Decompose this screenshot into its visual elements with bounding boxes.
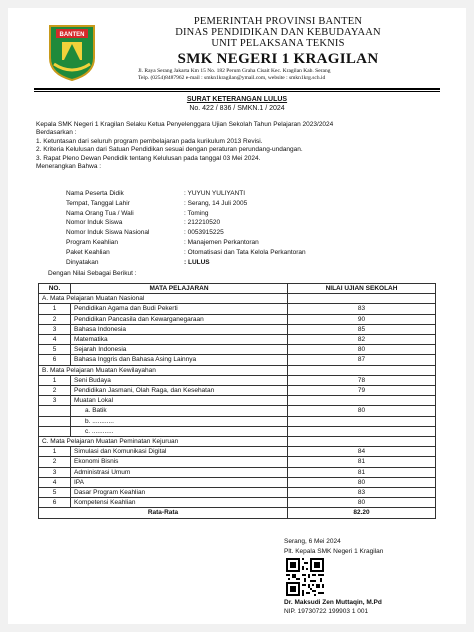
header-subject: MATA PELAJARAN — [71, 284, 288, 294]
intro-declare: Menerangkan Bahwa : — [36, 163, 102, 171]
section-b-title: B. Mata Pelajaran Muatan Kewilayahan — [39, 365, 288, 375]
signature-date: Serang, 6 Mei 2024 — [284, 538, 341, 545]
identity-label: Nama Orang Tua / Wali — [66, 209, 134, 217]
table-row: 3 Administrasi Umum 81 — [39, 467, 436, 477]
letterhead-divider — [34, 88, 440, 92]
doc-title: SURAT KETERANGAN LULUS — [186, 96, 288, 103]
identity-value: : Serang, 14 Juli 2005 — [184, 199, 248, 207]
signature-position: Plt. Kepala SMK Negeri 1 Kragilan — [284, 548, 384, 555]
identity-value: : 212210520 — [184, 219, 221, 227]
grades-intro: Dengan Nilai Sebagai Berikut : — [48, 270, 137, 277]
identity-value: : Otomatisasi dan Tata Kelola Perkantoran — [184, 248, 306, 256]
unit-line: UNIT PELAKSANA TEKNIS — [211, 38, 345, 49]
graduation-status: : LULUS — [184, 258, 210, 266]
banten-emblem-icon — [46, 20, 98, 82]
table-row: 4 Matematika 82 — [39, 335, 436, 345]
table-row: b. ............ — [39, 416, 436, 426]
identity-value: : Toming — [184, 209, 209, 217]
identity-label: Nomor Induk Siswa — [66, 219, 123, 227]
table-row: 1 Simulasi dan Komunikasi Digital 84 — [39, 447, 436, 457]
intro-basis: Berdasarkan : — [36, 129, 77, 137]
section-row — [39, 437, 436, 447]
section-row — [39, 365, 436, 375]
average-row — [39, 508, 436, 518]
grades-table — [38, 283, 436, 519]
intro-block — [36, 121, 446, 171]
identity-value: : YUYUN YULIYANTI — [184, 190, 246, 197]
average-value: 82.20 — [288, 508, 436, 518]
section-row — [39, 294, 436, 304]
dept-line: DINAS PENDIDIKAN DAN KEBUDAYAAN — [175, 27, 381, 38]
identity-label: Paket Keahlian — [66, 248, 110, 256]
identity-row — [66, 209, 446, 219]
identity-row — [66, 248, 446, 258]
table-row: 5 Sejarah Indonesia 80 — [39, 345, 436, 355]
table-row: 6 Kompetensi Keahlian 80 — [39, 498, 436, 508]
intro-point-3: 3. Rapat Pleno Dewan Pendidik tentang Kelulusan pada tanggal 03 Mei 2024. — [36, 154, 261, 162]
student-identity — [66, 189, 446, 267]
identity-row — [66, 258, 446, 268]
table-row: 2 Ekonomi Bisnis 81 — [39, 457, 436, 467]
section-a-title: A. Mata Pelajaran Muatan Nasional — [39, 294, 288, 304]
table-row: a. Batik 80 — [39, 406, 436, 416]
identity-row — [66, 218, 446, 228]
table-row: 5 Dasar Program Keahlian 83 — [39, 488, 436, 498]
table-row: 3 Bahasa Indonesia 85 — [39, 324, 436, 334]
identity-label: Dinyatakan — [66, 258, 99, 266]
table-row: 3 Muatan Lokal — [39, 396, 436, 406]
identity-row — [66, 228, 446, 238]
average-label: Rata-Rata — [39, 508, 288, 518]
table-row: 4 IPA 80 — [39, 477, 436, 487]
identity-value: : 0053915225 — [184, 229, 224, 237]
identity-label: Tempat, Tanggal Lahir — [66, 199, 130, 207]
letterhead — [8, 8, 466, 84]
signatory-name: Dr. Maksudi Zen Muttaqin, M.Pd — [284, 599, 382, 606]
table-row: 2 Pendidikan Jasmani, Olah Raga, dan Kesehatan 79 — [39, 386, 436, 396]
table-row: 2 Pendidikan Pancasila dan Kewarganegaraan 90 — [39, 314, 436, 324]
table-row: 6 Bahasa Inggris dan Bahasa Asing Lainnya 87 — [39, 355, 436, 365]
intro-point-2: 2. Kriteria Kelulusan dari Satuan Pendidikan sesuai dengan peraturan perundang-undangan. — [36, 146, 303, 154]
section-c-title: C. Mata Pelajaran Muatan Peminatan Kejuruan — [39, 437, 288, 447]
signatory-nip: NIP. 19730722 199903 1 001 — [284, 608, 369, 615]
intro-lead: Kepala SMK Negeri 1 Kragilan Selaku Ketua Penyelenggara Ujian Sekolah Tahun Pelajaran 2023/2024 — [36, 121, 334, 128]
identity-label: Program Keahlian — [66, 238, 119, 246]
table-row: c. ............ — [39, 426, 436, 436]
identity-label: Nomor Induk Siswa Nasional — [66, 229, 150, 237]
emblem-label: BANTEN — [59, 32, 85, 38]
table-header — [39, 284, 436, 294]
table-row: 1 Seni Budaya 78 — [39, 375, 436, 385]
header-score: NILAI UJIAN SEKOLAH — [288, 284, 436, 294]
qr-code-icon — [286, 558, 324, 596]
intro-point-1: 1. Ketuntasan dari seluruh program pembelajaran pada kurikulum 2013 Revisi. — [36, 137, 263, 145]
header-no: NO. — [39, 284, 71, 294]
school-address: Jl. Raya Serang Jakarta Km 15 No. 182 Perum Graha Cisait Kec. Kragilan Kab. Serang — [138, 68, 331, 74]
identity-row — [66, 199, 446, 209]
identity-row — [66, 238, 446, 248]
document-page — [8, 8, 466, 624]
school-name: SMK NEGERI 1 KRAGILAN — [177, 51, 379, 67]
table-row: 1 Pendidikan Agama dan Budi Pekerti 83 — [39, 304, 436, 314]
letterhead-text — [108, 16, 448, 82]
school-contact: Telp. (0254)8487962 e-mail : smkn1kragilan@ymail.com, website : smkn1krg.sch.id — [138, 75, 326, 81]
identity-value: : Manajemen Perkantoran — [184, 238, 259, 246]
identity-label: Nama Peserta Didik — [66, 190, 124, 197]
doc-number: No. 422 / 836 / SMKN.1 / 2024 — [189, 105, 285, 112]
gov-line: PEMERINTAH PROVINSI BANTEN — [193, 16, 363, 27]
identity-row — [66, 189, 446, 199]
